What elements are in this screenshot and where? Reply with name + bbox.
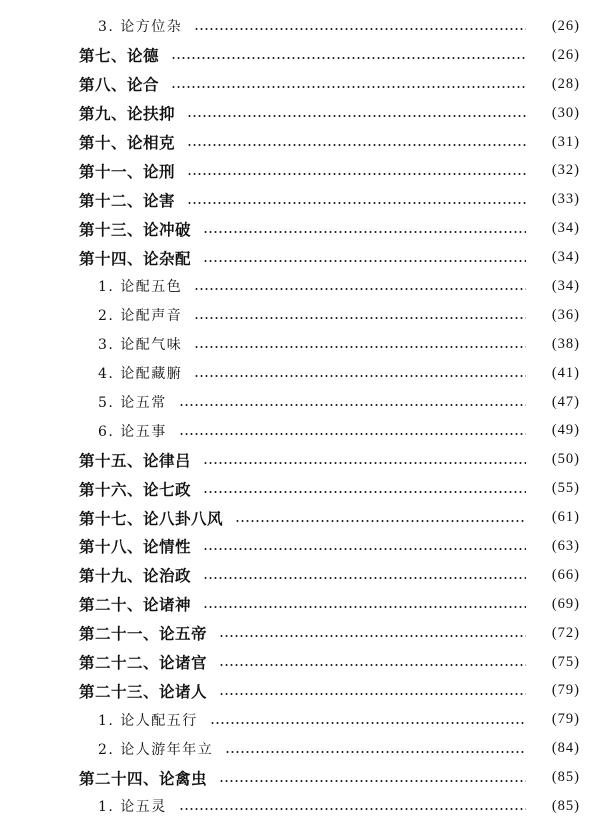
toc-chapter-entry [0,156,600,185]
dot-leader [171,86,526,88]
toc-page-number: (34) [551,277,580,294]
toc-entry-title: 第十四、论杂配 [79,248,192,268]
toc-entry-title: 第十八、论情性 [79,537,192,557]
toc-chapter-entry [0,41,600,70]
toc-page-number: (31) [551,133,580,150]
toc-subsection-entry [0,301,600,330]
dot-leader [203,260,526,262]
dot-leader [203,231,526,233]
toc-subsection-entry [0,272,600,301]
toc-entry-title: 第十一、论刑 [79,161,176,181]
dot-leader [194,28,526,30]
dot-leader [194,375,526,377]
toc-entry-title: 4. 论配藏腑 [98,366,183,383]
toc-page-number: (63) [551,537,580,554]
toc-page-number: (30) [551,104,580,121]
dot-leader [179,404,526,406]
toc-page-number: (85) [551,769,580,786]
toc-page-number: (75) [551,653,580,670]
toc-chapter-entry [0,532,600,561]
toc-chapter-entry [0,503,600,532]
dot-leader [203,606,526,608]
toc-page-number: (50) [551,451,580,468]
toc-entry-title: 第九、论扶抑 [79,104,176,124]
toc-subsection-entry [0,792,600,821]
toc-entry-title: 第十七、论八卦八风 [79,508,224,528]
toc-page-number: (49) [551,422,580,439]
toc-subsection-entry [0,388,600,417]
toc-page-number: (66) [551,566,580,583]
toc-chapter-entry [0,676,600,705]
dot-leader [219,693,526,695]
dot-leader [203,548,526,550]
toc-chapter-entry [0,70,600,99]
dot-leader [179,433,526,435]
toc-page-number: (33) [551,191,580,208]
dot-leader [219,780,526,782]
toc-chapter-entry [0,590,600,619]
toc-page-number: (28) [551,75,580,92]
toc-page-number: (55) [551,480,580,497]
dot-leader [219,664,526,666]
dot-leader [194,288,526,290]
toc-subsection-entry [0,734,600,763]
dot-leader [179,808,526,810]
toc-subsection-entry [0,359,600,388]
toc-entry-title: 2. 论人游年年立 [98,741,214,758]
toc-chapter-entry [0,445,600,474]
dot-leader [194,317,526,319]
toc-page-number: (79) [551,711,580,728]
toc-chapter-entry [0,214,600,243]
dot-leader [187,144,526,146]
toc-page-number: (84) [551,740,580,757]
dot-leader [187,202,526,204]
dot-leader [235,520,526,522]
toc-page-number: (85) [551,797,580,814]
toc-entry-title: 3. 论配气味 [98,337,183,354]
toc-subsection-entry [0,12,600,41]
toc-page-number: (41) [551,364,580,381]
toc-page-number: (38) [551,335,580,352]
dot-leader [203,491,526,493]
toc-entry-title: 第二十一、论五帝 [79,624,208,644]
toc-chapter-entry [0,561,600,590]
toc-entry-title: 第十九、论治政 [79,566,192,586]
toc-page-number: (26) [551,17,580,34]
toc-entry-title: 3. 论方位杂 [98,19,183,36]
toc-chapter-entry [0,243,600,272]
dot-leader [219,635,526,637]
toc-subsection-entry [0,416,600,445]
toc-entry-title: 第二十四、论禽虫 [79,768,208,788]
toc-page-number: (36) [551,306,580,323]
toc-entry-title: 第二十、论诸神 [79,595,192,615]
toc-subsection-entry [0,705,600,734]
dot-leader [203,577,526,579]
dot-leader [203,462,526,464]
toc-entry-title: 第七、论德 [79,46,160,66]
toc-entry-title: 第十六、论七政 [79,479,192,499]
toc-page-number: (34) [551,249,580,266]
toc-entry-title: 1. 论人配五行 [98,712,198,729]
toc-entry-title: 第二十三、论诸人 [79,681,208,701]
toc-entry-title: 第十二、论害 [79,190,176,210]
toc-chapter-entry [0,763,600,792]
toc-entry-title: 第八、论合 [79,75,160,95]
toc-chapter-entry [0,185,600,214]
toc-page-number: (26) [551,46,580,63]
toc-entry-title: 第二十二、论诸官 [79,653,208,673]
toc-entry-title: 1. 论配五色 [98,279,183,296]
toc-page-number: (72) [551,624,580,641]
table-of-contents [0,12,600,821]
toc-entry-title: 第十三、论冲破 [79,219,192,239]
toc-chapter-entry [0,99,600,128]
toc-entry-title: 第十、论相克 [79,133,176,152]
toc-entry-title: 第十五、论律吕 [79,450,192,470]
toc-chapter-entry [0,619,600,648]
dot-leader [194,346,526,348]
toc-chapter-entry [0,474,600,503]
toc-entry-title: 6. 论五事 [98,423,167,440]
dot-leader [171,57,526,59]
toc-entry-title: 2. 论配声音 [98,308,183,325]
toc-subsection-entry [0,330,600,359]
toc-page-number: (32) [551,162,580,179]
toc-page-number: (47) [551,393,580,410]
toc-chapter-entry [0,648,600,677]
dot-leader [187,115,526,117]
toc-chapter-entry [0,128,600,157]
toc-page-number: (34) [551,220,580,237]
toc-page-number: (79) [551,682,580,699]
dot-leader [210,722,526,724]
toc-page-number: (69) [551,595,580,612]
dot-leader [187,173,526,175]
toc-entry-title: 5. 论五常 [98,395,167,412]
toc-entry-title: 1. 论五灵 [98,799,167,816]
toc-page-number: (61) [551,509,580,526]
dot-leader [225,751,526,753]
